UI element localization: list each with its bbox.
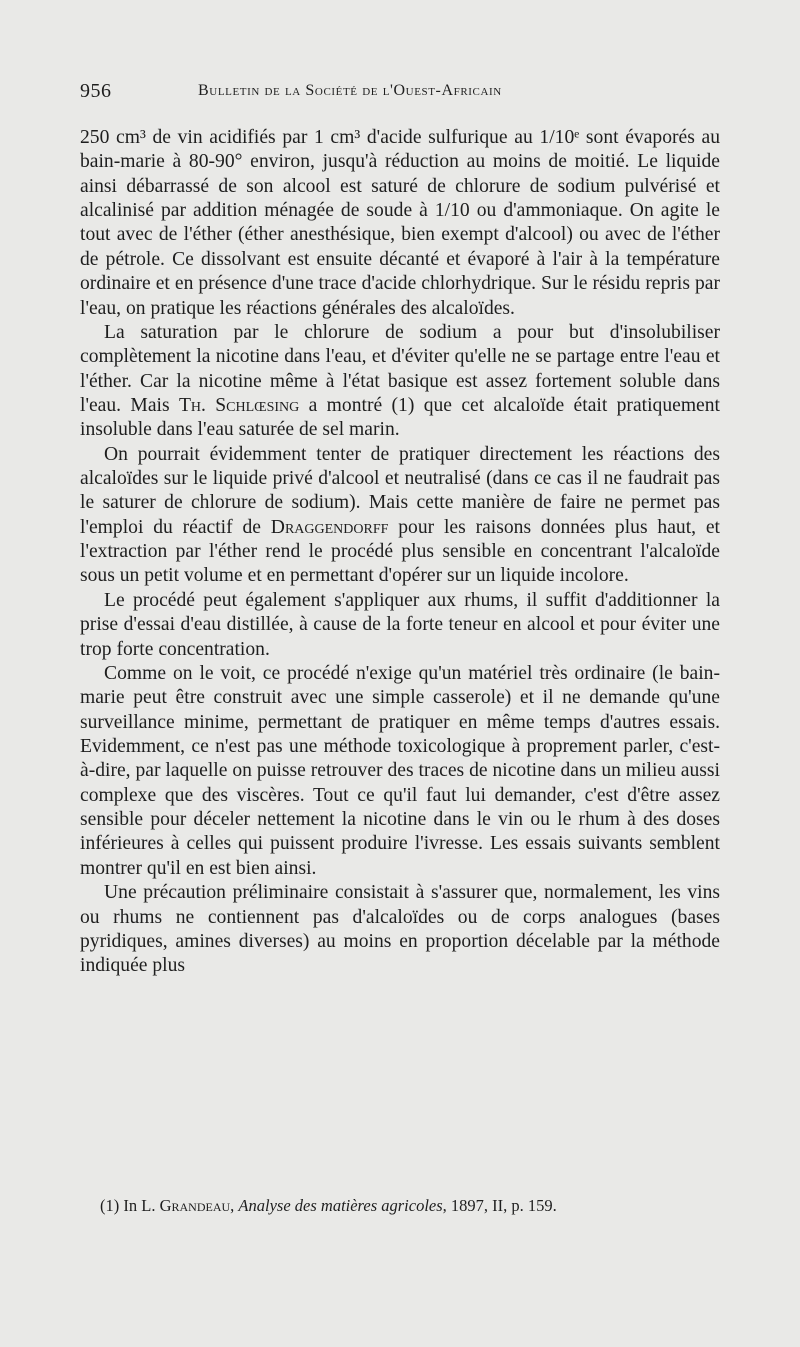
paragraph-1: 250 cm³ de vin acidifiés par 1 cm³ d'acide sulfurique au 1/10ᵉ sont évaporés au bain-marie à 80-90° environ, jusqu'à réduction au moins de moitié. Le liquide ainsi débarrassé de son alcool est saturé de chlorure de sodium pulvérisé et alcalinisé par addition ménagée de soude à 1/10 ou d'ammoniaque. On agite le tout avec de l'éther (éther anesthésique, bien exempt d'alcool) ou avec de l'éther de pétrole. Ce dissolvant est ensuite décanté et évaporé à l'air à la température ordinaire et en présence d'une trace d'acide chlorhydrique. Sur le résidu repris par l'eau, on pratique les réactions générales des alcaloïdes. — [80, 127, 720, 319]
paragraph-3-text-b: pour les raisons données plus haut, et l'extraction par l'éther rend le procédé plus sensible en concentrant l'alcaloïde sous un petit volume et en permettant d'opérer sur un liquide incolore. — [80, 516, 720, 587]
footnote-author: Grandeau — [159, 1196, 231, 1215]
author-name-draggendorff: Draggendorff — [270, 516, 389, 538]
paragraph-3-text-a: On pourrait évidemment tenter de pratiquer directement les réactions des alcaloïdes sur le liquide privé d'alcool et neutralisé (dans ce cas il ne faudrait pas le saturer de chlorure de sodium). Mais cette manière de faire ne permet pas l'emploi du réactif de — [80, 443, 720, 538]
footnote-rest: , 1897, II, p. 159. — [442, 1196, 557, 1215]
paragraph-3 — [80, 443, 720, 589]
paragraph-4: Le procédé peut également s'appliquer aux rhums, il suffit d'additionner la prise d'essai d'eau distillée, à cause de la forte teneur en alcool et pour éviter une trop forte concentration. — [80, 589, 720, 660]
footnote-marker: (1) In L. — [100, 1196, 160, 1215]
footnote: (1) In L. Grandeau, Analyse des matières agricoles, 1897, II, p. 159. — [100, 1196, 557, 1215]
running-head: Bulletin de la Société de l'Ouest-Africain — [198, 82, 502, 99]
footnote-title: Analyse des matières agricoles — [238, 1196, 443, 1215]
author-name-schloesing: Th. Schlœsing — [178, 394, 300, 416]
paragraph-2-text-b: a montré (1) que cet alcaloïde était pratiquement insoluble dans l'eau saturée de sel marin. — [80, 394, 720, 441]
main-text — [80, 126, 720, 979]
paragraph-2 — [80, 321, 720, 443]
paragraph-5: Comme on le voit, ce procédé n'exige qu'un matériel très ordinaire (le bain-marie peut être construit avec une simple casserole) et il ne demande qu'une surveillance minime, permettant de pratiquer en même temps d'autres essais. Evidemment, ce n'est pas une méthode toxicologique à proprement parler, c'est-à-dire, par laquelle on puisse retrouver des traces de nicotine dans un milieu aussi complexe que des viscères. Tout ce qu'il faut lui demander, c'est d'être assez sensible pour déceler nettement la nicotine dans le vin ou le rhum à des doses inférieures à celles qui puissent produire l'ivresse. Les essais suivants semblent montrer qu'il en est bien ainsi. — [80, 662, 720, 879]
paragraph-2-text-a: La saturation par le chlorure de sodium a pour but d'insolubiliser complètement la nicotine dans l'eau, et d'éviter qu'elle ne se partage entre l'eau et l'éther. Car la nicotine même à l'état basique est assez fortement soluble dans l'eau. Mais — [80, 321, 720, 416]
page-number: 956 — [80, 80, 112, 102]
paragraph-6: Une précaution préliminaire consistait à s'assurer que, normalement, les vins ou rhums ne contiennent pas d'alcaloïdes ou de corps analogues (bases pyridiques, amines diverses) au moins en proportion décelable par la méthode indiquée plus — [80, 882, 720, 977]
page-header — [80, 80, 720, 110]
